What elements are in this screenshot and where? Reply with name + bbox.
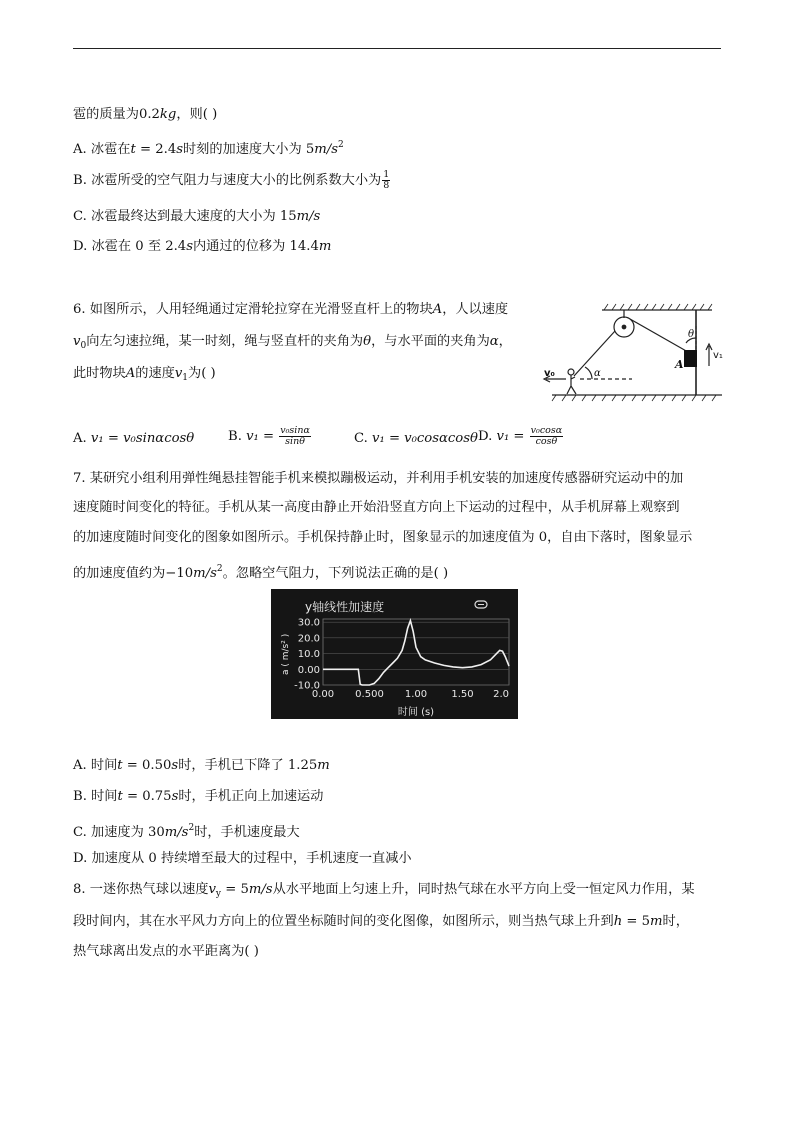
q5-option-c: C. 冰雹最终达到最大速度的大小为 15m/s	[73, 209, 321, 224]
q5-option-b: B. 冰雹所受的空气阻力与速度大小的比例系数大小为 $\frac{1}{8}$	[73, 169, 390, 191]
acceleration-chart-screen	[271, 589, 518, 719]
label-v0: v₀	[544, 368, 555, 379]
chart-y-axis-label: a ( m/s² )	[281, 633, 291, 675]
fraction: $\frac{\text{v₀cosα}}{\cos\theta}$	[530, 425, 563, 447]
chart-plot-border	[323, 619, 509, 685]
pulley-diagram	[532, 300, 728, 406]
chart-x-tick-label: 0.00	[311, 689, 335, 700]
chart-y-ticks	[294, 618, 320, 692]
acceleration-chart	[271, 589, 518, 719]
chart-x-ticks	[312, 689, 509, 700]
alpha-arc	[585, 367, 592, 379]
label-v1: v₁	[713, 350, 723, 361]
person-head	[568, 369, 574, 375]
q6-option-c: C. v₁ = v₀cosαcosθ	[354, 431, 478, 446]
q8-stem-line-2: 段时间内，其在水平风力方向上的位置坐标随时间的变化图像，如图所示，则当热气球上升到h = 5m时，	[73, 914, 689, 929]
q6-stem-line-1: 6. 如图所示，人用轻绳通过定滑轮拉穿在光滑竖直杆上的物块A，人以速度	[73, 302, 509, 317]
q6-stem-line-2: $v_0$向左匀速拉绳，某一时刻，绳与竖直杆的夹角为θ，与水平面的夹角为α，	[73, 334, 512, 351]
chart-y-tick-label: 30.0	[297, 617, 320, 629]
q6-option-d: D. v₁ = $\frac{\text{v₀cosα}}{\cos\theta}$	[478, 425, 563, 447]
q6-stem-line-3: 此时物块A的速度$v_1$为( )	[73, 366, 216, 383]
q8-stem-line-1: 8. 一迷你热气球以速度$v_y = 5m/s$从水平地面上匀速上升，同时热气球在水平方向上受一恒定风力作用，某	[73, 882, 695, 899]
ground-hatch	[552, 395, 716, 401]
fraction: $\frac{\text{v₀sinα}}{\sin\theta}$	[280, 425, 310, 447]
chart-y-tick-label: -10.0	[294, 680, 320, 692]
chart-title: y轴线性加速度	[305, 600, 385, 614]
pulley-axle	[622, 325, 626, 329]
chart-grid	[323, 619, 509, 685]
q7-stem-line-2: 速度随时间变化的特征。手机从某一高度由静止开始沿竖直方向上下运动的过程中，从手机屏幕上观察到	[73, 500, 680, 515]
q7-stem-line-1: 7. 某研究小组利用弹性绳悬挂智能手机来模拟蹦极运动，并利用手机安装的加速度传感器研究运动中的加	[73, 471, 684, 486]
q6-option-a: A. v₁ = v₀sinαcosθ	[73, 431, 195, 446]
label-theta: θ	[688, 329, 695, 340]
chart-x-axis-label: 时间 (s)	[397, 707, 435, 718]
block-a	[684, 350, 697, 367]
ceiling-hatch	[604, 304, 712, 310]
fraction: $\frac{1}{8}$	[383, 169, 390, 191]
q6-option-b: B. v₁ = $\frac{\text{v₀sinα}}{\sin\theta}$	[228, 425, 310, 447]
header-rule	[73, 48, 721, 49]
chart-y-tick-label: 0.00	[297, 664, 320, 676]
chart-series-line	[323, 621, 509, 685]
label-A: A	[675, 358, 684, 371]
chart-x-tick-label: 1.00	[404, 689, 428, 700]
q8-stem-line-3: 热气球离出发点的水平距离为( )	[73, 944, 259, 959]
q5-stem-tail: 雹的质量为0.2kg，则( )	[73, 107, 218, 122]
q7-stem-line-3: 的加速度随时间变化的图象如图所示。手机保持静止时，图象显示的加速度值为 0，自由下落时，图象显示	[73, 530, 693, 545]
q7-option-c: C. 加速度为 $30m/s^2$时，手机速度最大	[73, 823, 300, 840]
q7-option-d: D. 加速度从 0 持续增至最大的过程中，手机速度一直减小	[73, 851, 412, 866]
q7-option-b: B. 时间t = 0.75s时，手机正向上加速运动	[73, 789, 324, 804]
q5-option-d: D. 冰雹在 0 至 2.4s内通过的位移为 14.4m	[73, 239, 332, 254]
q7-option-a: A. 时间t = 0.50s时，手机已下降了 1.25m	[73, 758, 330, 773]
person-body	[567, 375, 576, 394]
chart-x-tick-label: 1.50	[451, 689, 474, 700]
chart-x-tick-label: 2.0	[493, 689, 509, 700]
label-alpha: α	[594, 368, 601, 379]
q7-stem-line-4: 的加速度值约为$-10m/s^2$。忽略空气阻力，下列说法正确的是( )	[73, 564, 449, 581]
chart-y-tick-label: 20.0	[297, 633, 320, 645]
chart-x-tick-label: 0.500	[355, 689, 384, 700]
chart-y-tick-label: 10.0	[297, 649, 320, 661]
q5-option-a: A. 冰雹在t = 2.4s时刻的加速度大小为 $5m/s^2$	[73, 140, 344, 157]
rope-to-block	[630, 319, 688, 352]
